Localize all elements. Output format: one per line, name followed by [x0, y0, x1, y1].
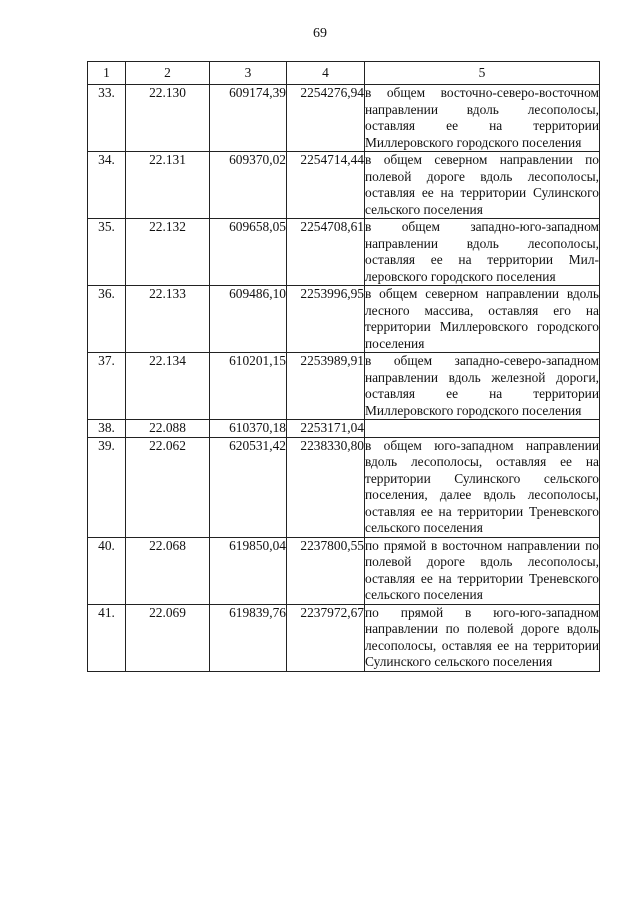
page-number: 69: [313, 26, 327, 41]
boundary-description-cell: в общем восточно-северо-восточном направлении вдоль лесополосы, оставляя ее на территории Миллеровского городского поселения: [365, 85, 599, 150]
table-row: [88, 353, 600, 420]
y-coordinate-cell: 2254714,44: [287, 152, 365, 219]
y-coordinate-cell: 2254708,61: [287, 219, 365, 286]
table-row: [88, 219, 600, 286]
column-header-5: 5: [365, 62, 600, 85]
x-coordinate-cell: 619850,04: [210, 537, 287, 604]
row-number-cell: 39.: [88, 437, 126, 537]
header-row: [88, 62, 600, 85]
table-body: [88, 85, 600, 672]
row-number-cell: 35.: [88, 219, 126, 286]
point-id-cell: 22.088: [126, 420, 210, 438]
x-coordinate-cell: 619839,76: [210, 604, 287, 671]
boundary-description-cell: в общем юго-западном направлении вдоль лесополосы, оставляя ее на территории Сулинского сельского поселения, далее вдоль лесополосы, оставляя ее на территории Треневского сельского поселения: [365, 437, 599, 535]
table-row: [88, 420, 600, 438]
boundary-description-cell: в общем северном направлении вдоль лесного массива, оставляя его на территории Миллеровского городского поселения: [365, 286, 599, 351]
y-coordinate-cell: 2253171,04: [287, 420, 365, 438]
row-number-cell: 40.: [88, 537, 126, 604]
boundary-description-cell: в общем западно-юго-западном направлении вдоль лесополосы, оставляя ее на территории Миллеровского городского поселения: [365, 219, 599, 284]
point-id-cell: 22.132: [126, 219, 210, 286]
y-coordinate-cell: 2238330,80: [287, 437, 365, 537]
boundary-description-cell: [365, 420, 600, 438]
point-id-cell: 22.134: [126, 353, 210, 420]
boundary-description-cell: в общем западно-северо-западном направлении вдоль железной дороги, оставляя ее на территории Миллеровского городского поселения: [365, 353, 599, 418]
y-coordinate-cell: 2254276,94: [287, 85, 365, 152]
point-id-cell: 22.068: [126, 537, 210, 604]
x-coordinate-cell: 620531,42: [210, 437, 287, 537]
row-number-cell: 37.: [88, 353, 126, 420]
boundary-description-cell: по прямой в юго-юго-западном направлении по полевой дороге вдоль лесополосы, оставляя ее на территории Сулинского сельского поселения: [365, 604, 599, 669]
x-coordinate-cell: 609174,39: [210, 85, 287, 152]
boundary-description-cell: по прямой в восточном направлении по полевой дороге вдоль лесополосы, оставляя ее на территории Треневского сельского поселения: [365, 537, 599, 602]
table-row: [88, 537, 600, 604]
x-coordinate-cell: 610370,18: [210, 420, 287, 438]
column-header-1: 1: [88, 62, 126, 85]
x-coordinate-cell: 609370,02: [210, 152, 287, 219]
table-header: [88, 62, 600, 85]
row-number-cell: 36.: [88, 286, 126, 353]
boundary-description-cell: в общем северном направлении по полевой дороге вдоль лесополосы, оставляя ее на территории Сулинского сельского поселения: [365, 152, 599, 217]
x-coordinate-cell: 609486,10: [210, 286, 287, 353]
x-coordinate-cell: 609658,05: [210, 219, 287, 286]
column-header-2: 2: [126, 62, 210, 85]
y-coordinate-cell: 2253989,91: [287, 353, 365, 420]
table-row: [88, 604, 600, 671]
row-number-cell: 33.: [88, 85, 126, 152]
y-coordinate-cell: 2253996,95: [287, 286, 365, 353]
table-row: [88, 437, 600, 537]
column-header-3: 3: [210, 62, 287, 85]
y-coordinate-cell: 2237800,55: [287, 537, 365, 604]
point-id-cell: 22.130: [126, 85, 210, 152]
point-id-cell: 22.133: [126, 286, 210, 353]
table-row: [88, 85, 600, 152]
table-row: [88, 152, 600, 219]
table-row: [88, 286, 600, 353]
point-id-cell: 22.069: [126, 604, 210, 671]
boundary-table: [87, 61, 600, 672]
row-number-cell: 41.: [88, 604, 126, 671]
point-id-cell: 22.062: [126, 437, 210, 537]
point-id-cell: 22.131: [126, 152, 210, 219]
row-number-cell: 38.: [88, 420, 126, 438]
row-number-cell: 34.: [88, 152, 126, 219]
x-coordinate-cell: 610201,15: [210, 353, 287, 420]
y-coordinate-cell: 2237972,67: [287, 604, 365, 671]
column-header-4: 4: [287, 62, 365, 85]
